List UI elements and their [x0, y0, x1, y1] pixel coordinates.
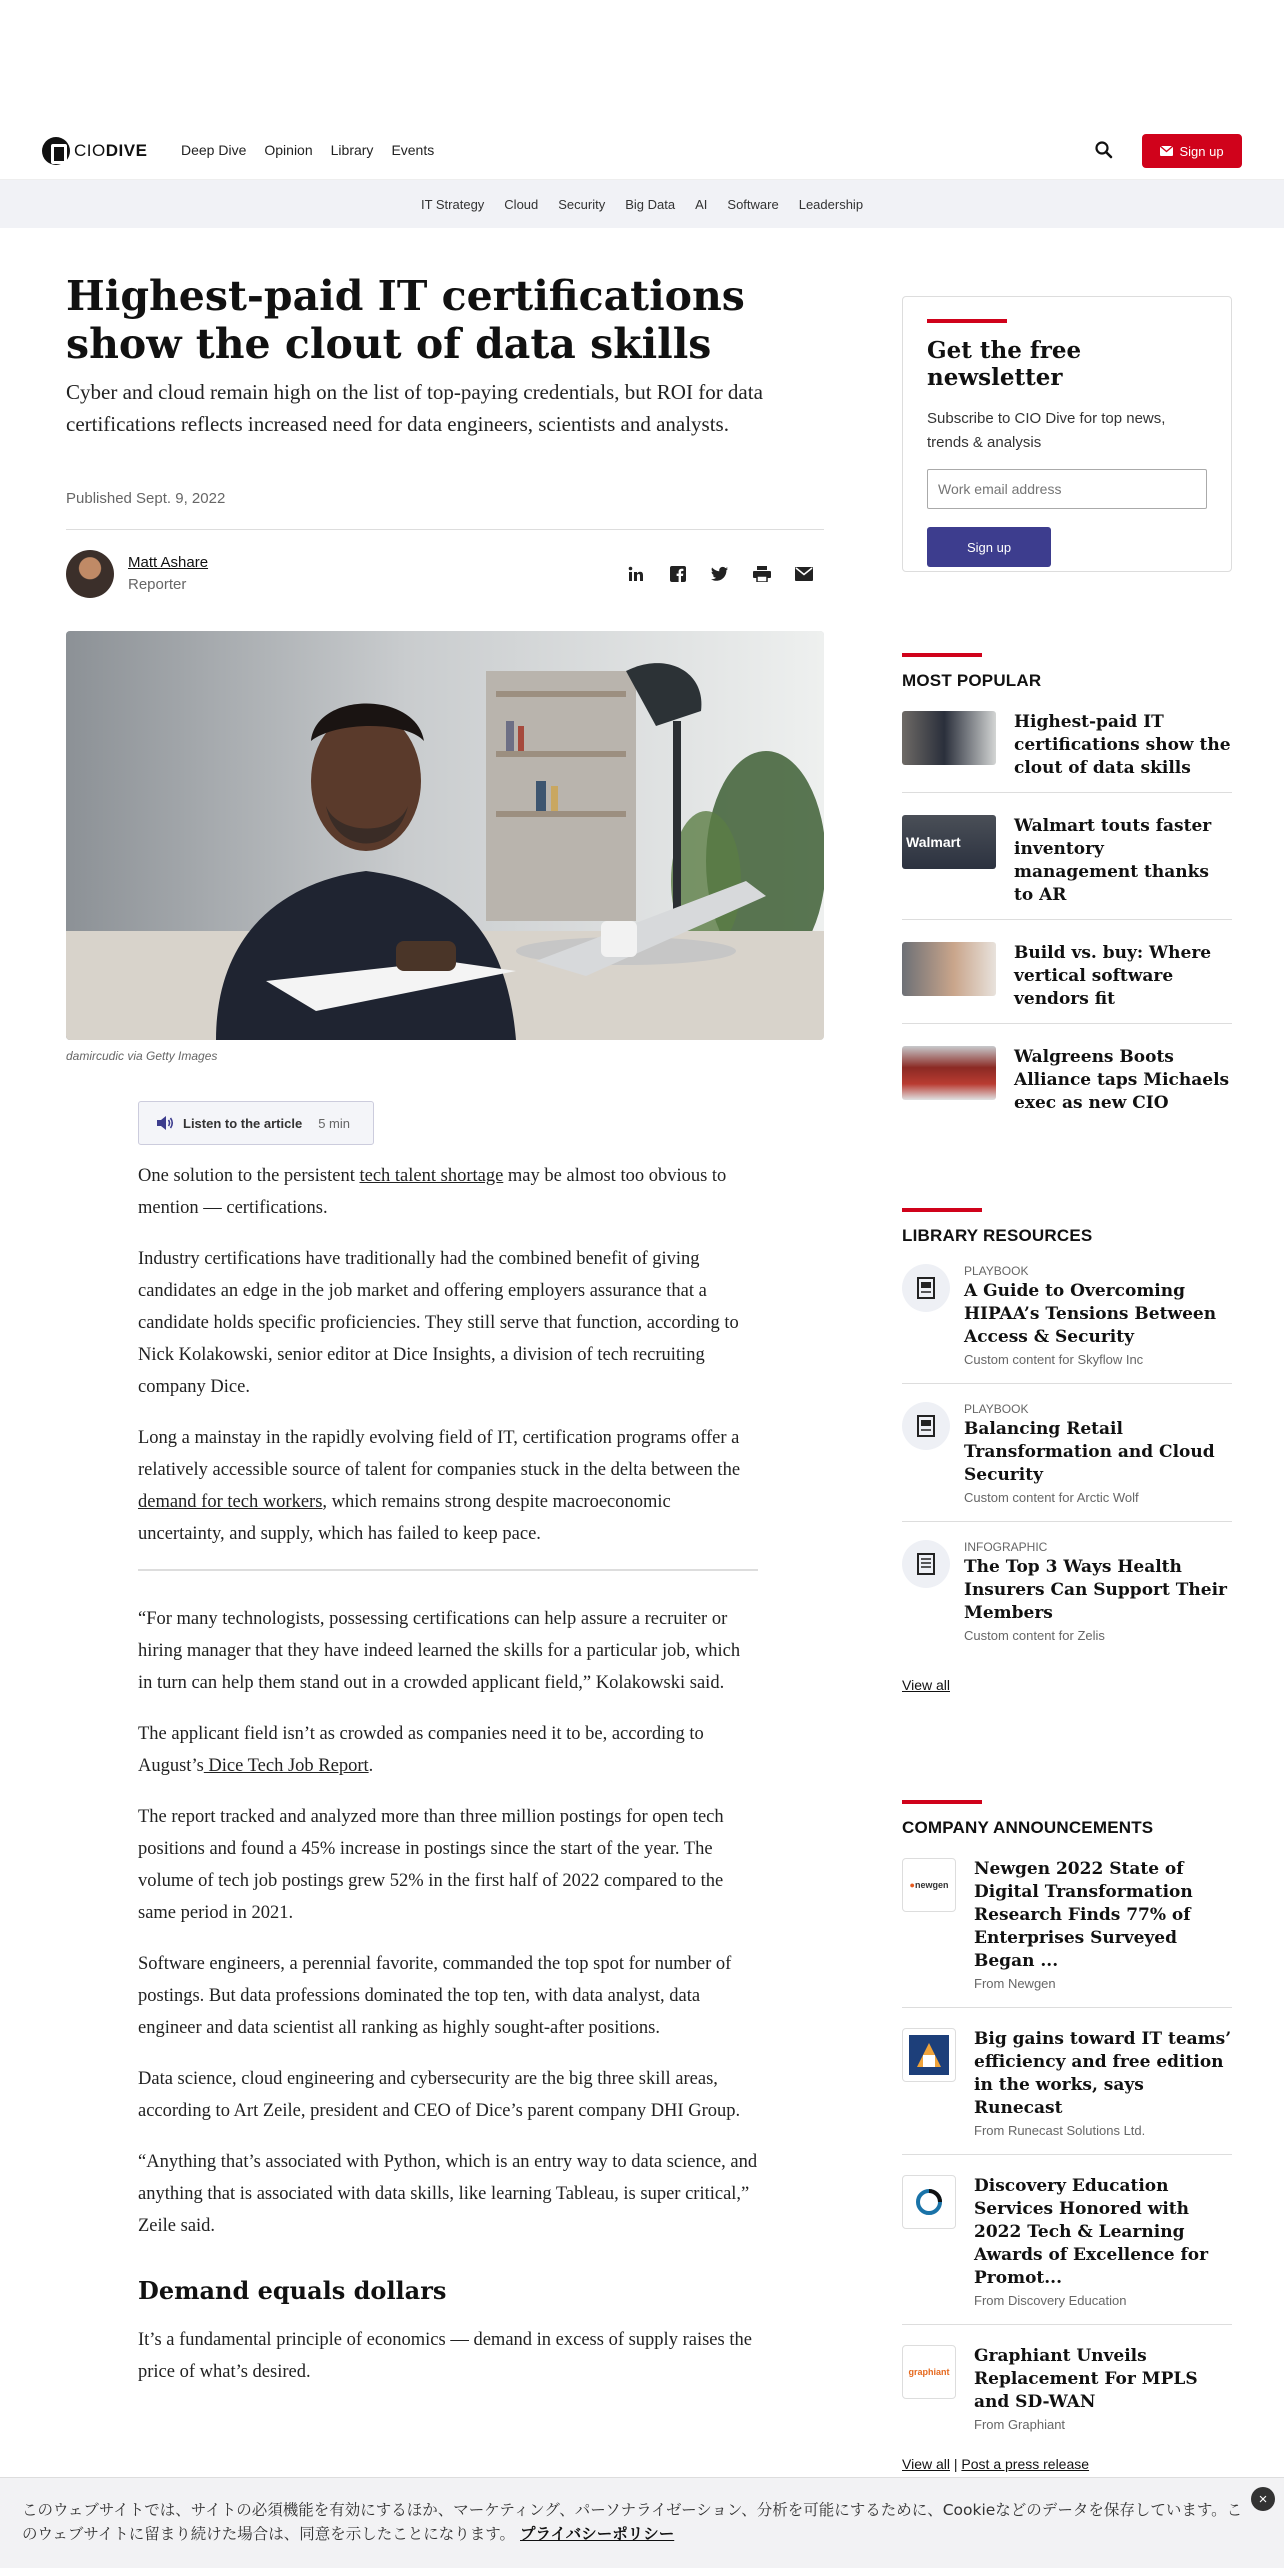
popular-title[interactable]: Highest-paid IT certifications show the clout of data skills — [1014, 712, 1231, 778]
announcement-title[interactable]: Big gains toward IT teams’ efficiency and free edition in the works, says Runecast — [974, 2029, 1232, 2118]
nav-links — [181, 142, 434, 158]
runecast-logo — [902, 2028, 956, 2082]
logo-text: CIODIVE — [74, 141, 148, 160]
cookie-banner — [0, 2477, 1284, 2568]
paragraph: It’s a fundamental principle of economics — demand in excess of supply raises the price of what’s desired. — [138, 2330, 752, 2382]
logo-mark-icon — [42, 137, 70, 165]
announcement-source: From Runecast Solutions Ltd. — [974, 2123, 1146, 2138]
announcement-source: From Newgen — [974, 1976, 1056, 1991]
paragraph: Industry certifications have traditionally had the combined benefit of giving candidates an edge in the job market and offering employers assurance that a candidate holds specific proficiencies. They still serve that function, according to Nick Kolakowski, senior editor at Dice Insights, a division of tech recruiting company Dice. — [138, 1249, 739, 1397]
cookie-text: このウェブサイトでは、サイトの必須機能を有効にするほか、マーケティング、パーソナライゼーション、分析を可能にするために、Cookieなどのデータを保存しています。このウェブサイトに留まり続けた場合は、同意を示したことになります。 プライバシーポリシー — [22, 2501, 1243, 2543]
nav-link-library[interactable]: Library — [330, 142, 374, 158]
discovery-education-logo — [902, 2175, 956, 2229]
paragraph: “Anything that’s associated with Python, which is an entry way to data science, and anything that is associated with data skills, like learning Tableau, is super critical,” Zeile said. — [138, 2152, 758, 2236]
nav-link-deep-dive[interactable]: Deep Dive — [181, 142, 247, 158]
announcement-title[interactable]: Discovery Education Services Honored with 2022 Tech & Learning Awards of Excellence for Promot... — [974, 2176, 1209, 2288]
email-input[interactable] — [927, 469, 1207, 509]
playbook-icon — [902, 1402, 950, 1450]
top-navigation — [0, 124, 1284, 180]
resource-type: INFOGRAPHIC — [964, 1540, 1048, 1554]
author-role: Reporter — [128, 576, 187, 593]
divider — [138, 1569, 758, 1571]
resource-title[interactable]: The Top 3 Ways Health Insurers Can Support Their Members — [964, 1557, 1228, 1623]
list-item[interactable] — [902, 815, 1232, 920]
graphiant-logo: graphiant — [902, 2345, 956, 2399]
resource-type: PLAYBOOK — [964, 1402, 1029, 1416]
print-icon[interactable] — [752, 564, 772, 584]
library-view-all-link[interactable]: View all — [902, 1677, 950, 1693]
resource-type: PLAYBOOK — [964, 1264, 1029, 1278]
newsletter-box — [902, 296, 1232, 572]
paragraph: One solution to the persistent tech talent shortage may be almost too obvious to mention — certifications. — [138, 1166, 727, 1218]
thumbnail — [902, 942, 996, 996]
topic-ai[interactable]: AI — [695, 196, 708, 212]
playbook-icon — [902, 1264, 950, 1312]
infographic-icon — [902, 1540, 950, 1588]
most-popular — [902, 653, 1232, 1149]
section-heading: Demand equals dollars — [138, 2276, 447, 2305]
list-item[interactable] — [902, 1402, 1232, 1522]
cio-dive-logo[interactable] — [42, 137, 147, 165]
list-item[interactable] — [902, 1264, 1232, 1384]
image-caption: damircudic via Getty Images — [66, 1049, 218, 1063]
accent-bar — [902, 1208, 982, 1212]
topic-cloud[interactable]: Cloud — [504, 196, 539, 212]
ad-space — [0, 0, 1284, 124]
paragraph: Software engineers, a perennial favorite, commanded the top spot for number of postings. But data professions dominated the top ten, with data analyst, data engineer and data scientist all ranking as highly sought-after positions. — [138, 1954, 732, 2038]
search-icon[interactable] — [1094, 140, 1114, 160]
article-body — [138, 1160, 758, 2407]
topic-leadership[interactable]: Leadership — [798, 196, 864, 212]
accent-bar — [902, 653, 982, 657]
listen-to-article-button[interactable] — [138, 1101, 374, 1145]
mail-icon — [1160, 146, 1173, 156]
listen-label: Listen to the article — [183, 1115, 303, 1131]
nav-link-events[interactable]: Events — [391, 142, 435, 158]
listen-duration: 5 min — [318, 1115, 350, 1131]
paragraph: Long a mainstay in the rapidly evolving field of IT, certification programs offer a relatively accessible source of talent for companies stuck in the delta between the demand for tech workers, which remains strong despite macroeconomic uncertainty, and supply, which has failed to keep pace. — [138, 1428, 741, 1544]
library-title: LIBRARY RESOURCES — [902, 1226, 1093, 1245]
list-item[interactable] — [902, 2028, 1232, 2155]
list-item[interactable] — [902, 1046, 1232, 1127]
signup-label: Sign up — [1179, 143, 1224, 159]
newsletter-description: Subscribe to CIO Dive for top news, trends & analysis — [927, 410, 1166, 451]
dice-tech-job-report-link[interactable]: Dice Tech Job Report — [203, 1756, 369, 1776]
accent-bar — [927, 319, 1007, 323]
announcement-source: From Discovery Education — [974, 2293, 1127, 2308]
resource-title[interactable]: Balancing Retail Transformation and Cloud Security — [964, 1419, 1215, 1485]
author-byline — [66, 550, 824, 602]
announcement-links — [902, 2456, 1232, 2472]
article-headline: Highest-paid IT certifications show the clout of data skills — [66, 272, 745, 368]
post-press-release-link[interactable]: Post a press release — [961, 2456, 1090, 2472]
popular-title[interactable]: Build vs. buy: Where vertical software vendors fit — [1014, 943, 1212, 1009]
topic-it-strategy[interactable]: IT Strategy — [420, 196, 485, 212]
share-icons — [626, 564, 814, 584]
announcements-title: COMPANY ANNOUNCEMENTS — [902, 1818, 1154, 1837]
popular-title[interactable]: Walgreens Boots Alliance taps Michaels exec as new CIO — [1014, 1047, 1230, 1113]
topic-software[interactable]: Software — [727, 196, 779, 212]
nav-link-opinion[interactable]: Opinion — [264, 142, 313, 158]
library-resources — [902, 1208, 1232, 1693]
resource-title[interactable]: A Guide to Overcoming HIPAA’s Tensions Between Access & Security — [964, 1281, 1217, 1347]
newsletter-signup-button[interactable]: Sign up — [927, 527, 1051, 567]
privacy-policy-link[interactable]: プライバシーポリシー — [520, 2525, 675, 2543]
popular-title[interactable]: Walmart touts faster inventory management thanks to AR — [1014, 816, 1212, 905]
demand-for-tech-workers-link[interactable]: demand for tech workers — [138, 1492, 323, 1512]
list-item[interactable] — [902, 1540, 1232, 1659]
author-avatar — [66, 550, 114, 598]
article-dek: Cyber and cloud remain high on the list of top-paying credentials, but ROI for data certifications reflects increased need for data engineers, scientists and analysts. — [66, 380, 763, 436]
resource-sponsor: Custom content for Zelis — [964, 1628, 1105, 1643]
announcement-title[interactable]: Newgen 2022 State of Digital Transformation Research Finds 77% of Enterprises Surveyed Began ... — [974, 1859, 1193, 1971]
topic-security[interactable]: Security — [558, 196, 606, 212]
thumbnail — [902, 1046, 996, 1100]
topic-bar — [0, 180, 1284, 228]
thumbnail: Walmart — [902, 815, 996, 869]
announcements-view-all-link[interactable]: View all — [902, 2456, 950, 2472]
paragraph: “For many technologists, possessing certifications can help assure a recruiter or hiring manager that they have indeed learned the skills for a particular job, which in turn can help them stand out in a crowded applicant field,” Kolakowski said. — [138, 1609, 741, 1693]
newsletter-title: Get the free newsletter — [927, 337, 1082, 391]
tech-talent-shortage-link[interactable]: tech talent shortage — [359, 1166, 504, 1186]
resource-sponsor: Custom content for Skyflow Inc — [964, 1352, 1144, 1367]
author-name-link[interactable]: Matt Ashare — [128, 554, 209, 571]
list-item[interactable] — [902, 942, 1232, 1024]
linkedin-icon[interactable] — [626, 564, 646, 584]
list-item[interactable] — [902, 1858, 1232, 2008]
topic-big-data[interactable]: Big Data — [625, 196, 676, 212]
accent-bar — [902, 1800, 982, 1804]
facebook-icon[interactable] — [668, 564, 688, 584]
twitter-icon[interactable] — [710, 564, 730, 584]
list-item[interactable] — [902, 711, 1232, 793]
email-icon[interactable] — [794, 564, 814, 584]
announcement-source: From Graphiant — [974, 2417, 1066, 2432]
speaker-icon — [157, 1116, 175, 1130]
most-popular-title: MOST POPULAR — [902, 671, 1042, 690]
list-item[interactable] — [902, 2175, 1232, 2325]
newgen-logo: ● newgen — [902, 1858, 956, 1912]
published-date: Published Sept. 9, 2022 — [66, 490, 226, 507]
resource-sponsor: Custom content for Arctic Wolf — [964, 1490, 1139, 1505]
close-icon[interactable]: × — [1251, 2487, 1275, 2511]
thumbnail — [902, 711, 996, 765]
link-separator: | — [953, 2456, 958, 2472]
divider — [66, 529, 824, 530]
signup-button[interactable] — [1142, 134, 1242, 168]
company-announcements — [902, 1800, 1232, 2472]
list-item[interactable] — [902, 2345, 1232, 2448]
paragraph: The applicant field isn’t as crowded as companies need it to be, according to August’s Dice Tech Job Report. — [138, 1724, 704, 1776]
announcement-title[interactable]: Graphiant Unveils Replacement For MPLS and SD-WAN — [974, 2346, 1198, 2412]
hero-image — [66, 631, 824, 1040]
paragraph: The report tracked and analyzed more than three million postings for open tech positions and found a 45% increase in postings since the start of the year. The volume of tech job postings grew 52% in the first half of 2022 compared to the same period in 2021. — [138, 1807, 724, 1923]
paragraph: Data science, cloud engineering and cybersecurity are the big three skill areas, according to Art Zeile, president and CEO of Dice’s parent company DHI Group. — [138, 2069, 741, 2121]
